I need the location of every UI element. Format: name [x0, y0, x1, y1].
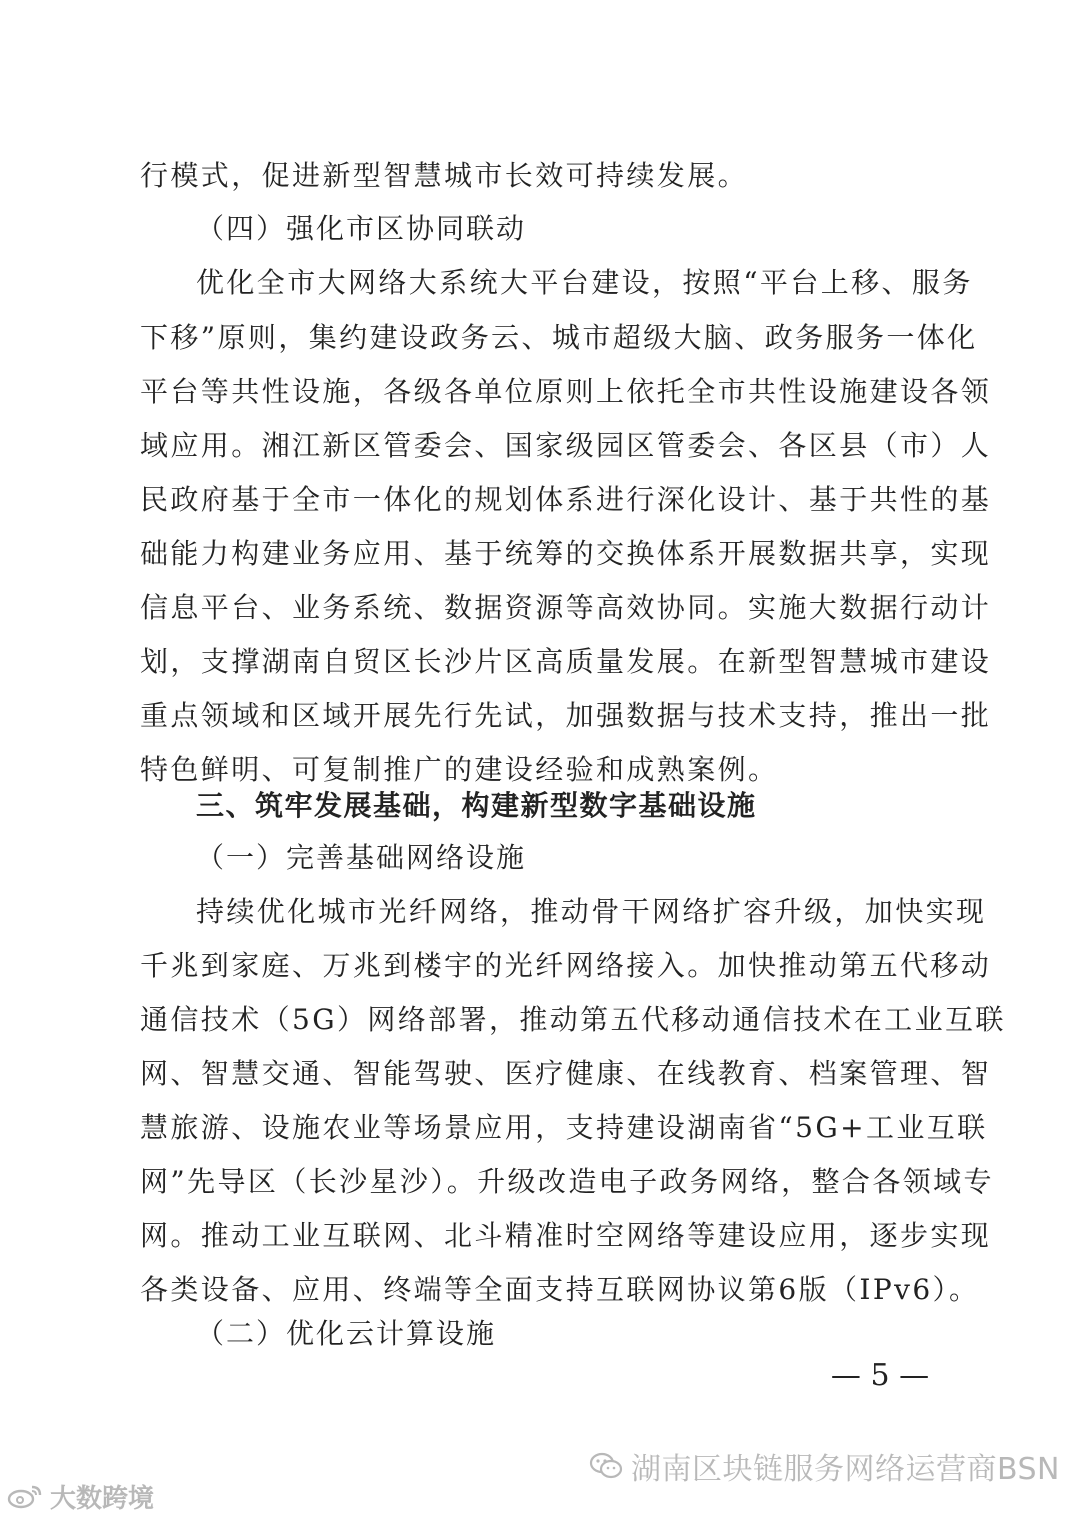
- paragraph-line: 网”先导区（长沙星沙）。升级改造电子政务网络，整合各领域专: [140, 1165, 994, 1198]
- paragraph-line: 网。推动工业互联网、北斗精准时空网络等建设应用，逐步实现: [140, 1219, 992, 1252]
- weibo-icon: [6, 1481, 46, 1511]
- paragraph-line: 信息平台、业务系统、数据资源等高效协同。实施大数据行动计: [140, 591, 992, 624]
- subsection-heading: （一）完善基础网络设施: [196, 841, 527, 874]
- paragraph-line: 平台等共性设施，各级各单位原则上依托全市共性设施建设各领: [140, 375, 992, 408]
- paragraph-line: 重点领域和区域开展先行先试，加强数据与技术支持，推出一批: [140, 699, 992, 732]
- paragraph-line: 民政府基于全市一体化的规划体系进行深化设计、基于共性的基: [140, 483, 992, 516]
- watermark-wechat: [589, 1446, 1060, 1486]
- paragraph-line: 持续优化城市光纤网络，推动骨干网络扩容升级，加快实现: [196, 895, 987, 928]
- paragraph-line: 千兆到家庭、万兆到楼宇的光纤网络接入。加快推动第五代移动: [140, 949, 992, 982]
- watermark-left-text: 大数跨境: [50, 1483, 155, 1514]
- paragraph-line: 各类设备、应用、终端等全面支持互联网协议第6版（IPv6）。: [140, 1273, 980, 1306]
- watermark-weibo: [6, 1478, 154, 1514]
- paragraph-line: 网、智慧交通、智能驾驶、医疗健康、在线教育、档案管理、智: [140, 1057, 992, 1090]
- page-number: — 5 —: [830, 1358, 930, 1393]
- paragraph-line: 优化全市大网络大系统大平台建设，按照“平台上移、服务: [196, 266, 973, 299]
- section-heading: 三、筑牢发展基础，构建新型数字基础设施: [196, 789, 757, 822]
- subsection-heading: （四）强化市区协同联动: [196, 212, 527, 245]
- paragraph-line: 通信技术（5G）网络部署，推动第五代移动通信技术在工业互联: [140, 1003, 1006, 1036]
- paragraph-line: 行模式，促进新型智慧城市长效可持续发展。: [140, 159, 749, 192]
- paragraph-line: 慧旅游、设施农业等场景应用，支持建设湖南省“5G+工业互联: [140, 1111, 988, 1144]
- watermark-right-text: 湖南区块链服务网络运营商BSN: [630, 1452, 1060, 1487]
- paragraph-line: 划，支撑湖南自贸区长沙片区高质量发展。在新型智慧城市建设: [140, 645, 992, 678]
- subsection-heading: （二）优化云计算设施: [196, 1317, 497, 1350]
- paragraph-line: 础能力构建业务应用、基于统筹的交换体系开展数据共享，实现: [140, 537, 992, 570]
- wechat-icon: [589, 1451, 623, 1481]
- paragraph-line: 特色鲜明、可复制推广的建设经验和成熟案例。: [140, 753, 779, 786]
- paragraph-line: 下移”原则，集约建设政务云、城市超级大脑、政务服务一体化: [140, 321, 978, 354]
- paragraph-line: 域应用。湘江新区管委会、国家级园区管委会、各区县（市）人: [140, 429, 992, 462]
